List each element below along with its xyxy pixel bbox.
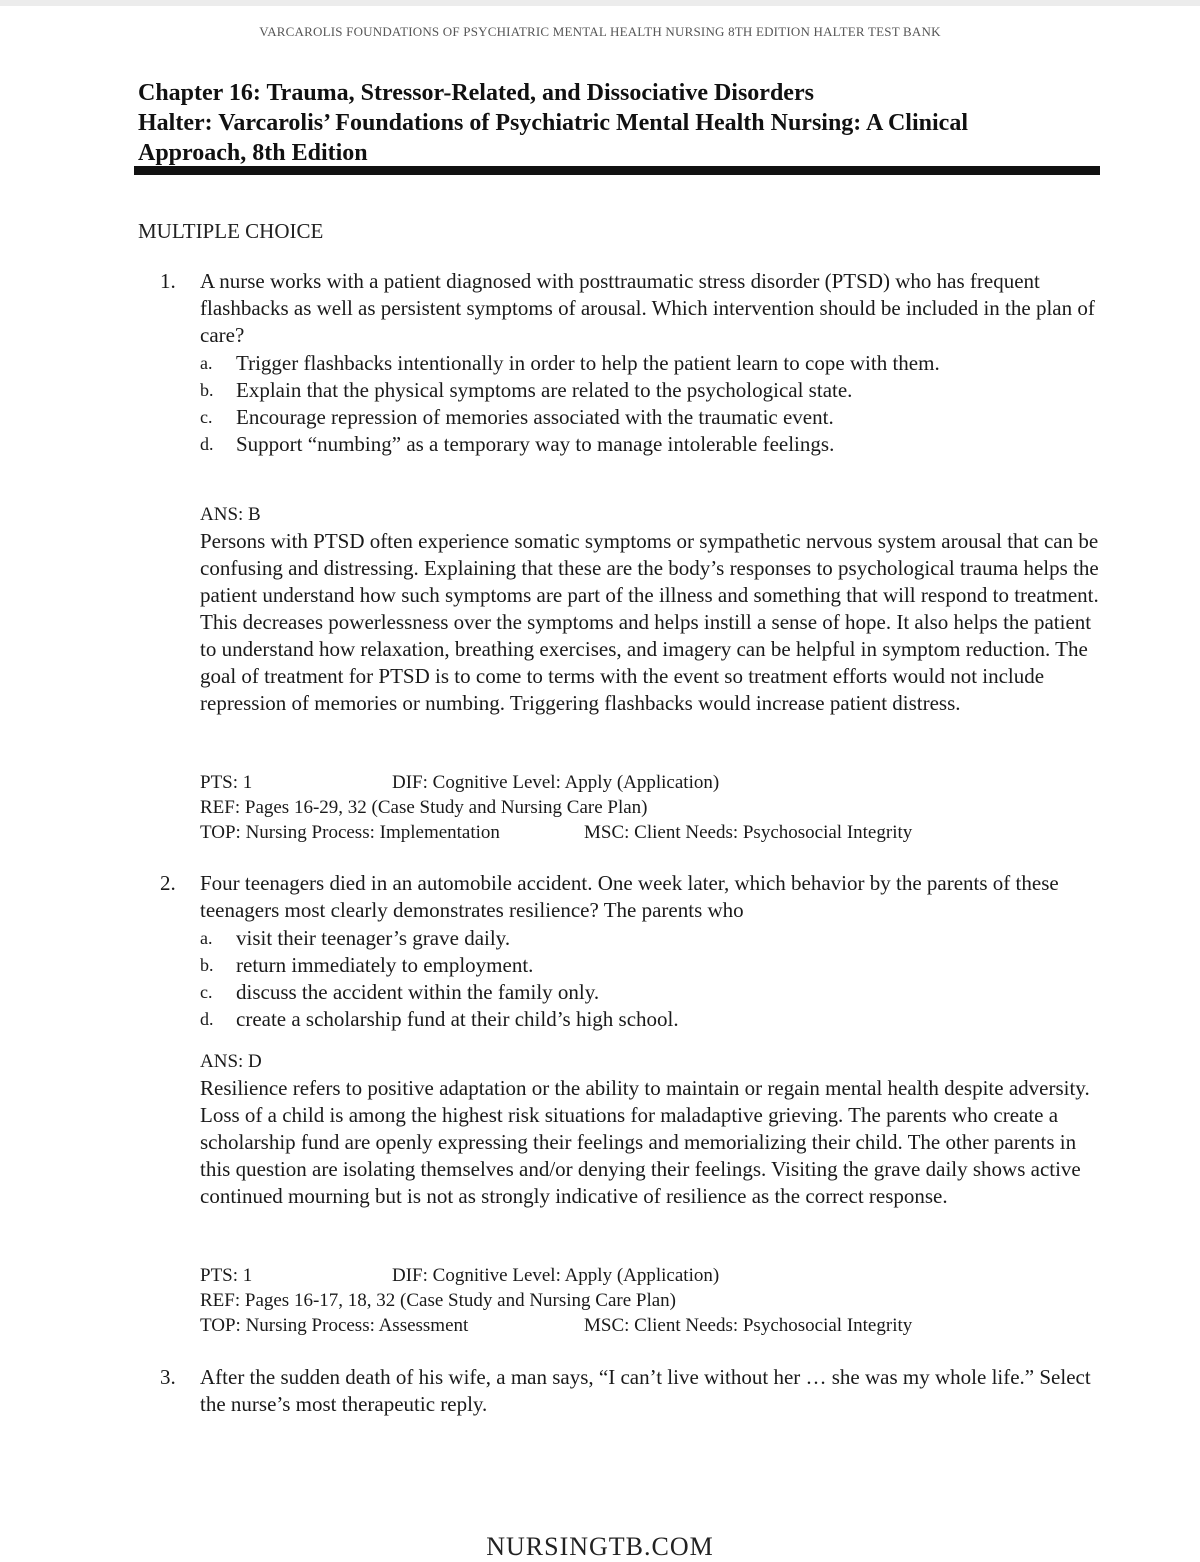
option-letter: c.: [200, 982, 213, 1002]
topic: TOP: Nursing Process: Implementation: [200, 822, 500, 843]
difficulty: DIF: Cognitive Level: Apply (Application): [392, 772, 720, 793]
option-text: discuss the accident within the family only.: [236, 980, 600, 1004]
question-stem: A nurse works with a patient diagnosed with posttraumatic stress disorder (PTSD) who has frequent flashbacks as well as persistent symptoms of arousal. Which intervention should be included in the plan of care?: [200, 269, 1095, 347]
option-letter: a.: [200, 353, 213, 373]
topic: TOP: Nursing Process: Assessment: [200, 1315, 469, 1336]
title-rule: [134, 166, 1100, 175]
option-letter: b.: [200, 955, 214, 975]
question-number: 3.: [160, 1365, 176, 1389]
answer-key: ANS: D: [200, 1051, 262, 1072]
option-letter: d.: [200, 434, 214, 454]
section-heading: MULTIPLE CHOICE: [138, 219, 324, 243]
question-number: 1.: [160, 269, 176, 293]
option-a: [200, 925, 1100, 952]
points: PTS: 1: [200, 772, 253, 793]
option-a: [200, 350, 1100, 377]
option-letter: a.: [200, 928, 213, 948]
rationale: Persons with PTSD often experience somatic symptoms or sympathetic nervous system arousal that can be confusing and distressing. Explaining that these are the body’s responses to psychological trauma helps the patient understand how such symptoms are part of the illness and something that will respond to treatment. This decreases powerlessness over the symptoms and helps instill a sense of hope. It also helps the patient to understand how relaxation, breathing exercises, and imagery can be helpful in symptom reduction. The goal of treatment for PTSD is to come to terms with the event so treatment efforts would not include repression of memories or numbing. Triggering flashbacks would increase patient distress.: [200, 529, 1099, 715]
reference: REF: Pages 16-17, 18, 32 (Case Study and Nursing Care Plan): [200, 1290, 677, 1311]
question-stem: Four teenagers died in an automobile accident. One week later, which behavior by the parents of these teenagers most clearly demonstrates resilience? The parents who: [200, 871, 1059, 922]
option-text: Encourage repression of memories associated with the traumatic event.: [236, 405, 834, 429]
option-c: [200, 979, 1100, 1006]
client-needs: MSC: Client Needs: Psychosocial Integrity: [584, 822, 913, 843]
option-c: [200, 404, 1100, 431]
options-list: [200, 350, 1100, 458]
option-text: visit their teenager’s grave daily.: [236, 926, 511, 950]
question-metadata: [200, 1263, 1100, 1338]
option-letter: b.: [200, 380, 214, 400]
footer-watermark: NURSINGTB.COM: [486, 1532, 714, 1561]
question-number: 2.: [160, 871, 176, 895]
running-header: VARCAROLIS FOUNDATIONS OF PSYCHIATRIC MENTAL HEALTH NURSING 8TH EDITION HALTER TEST BANK: [259, 24, 941, 39]
option-text: Support “numbing” as a temporary way to manage intolerable feelings.: [236, 432, 835, 456]
option-text: create a scholarship fund at their child’s high school.: [236, 1007, 679, 1031]
chapter-title: [138, 78, 1098, 168]
rationale: Resilience refers to positive adaptation or the ability to maintain or regain mental health despite adversity. Loss of a child is among the highest risk situations for maladaptive grieving. The parents who create a scholarship fund are openly expressing their feelings and memorializing their child. The other parents in this question are isolating themselves and/or denying their feelings. Visiting the grave daily shows active continued mourning but is not as strongly indicative of resilience as the correct response.: [200, 1076, 1090, 1208]
option-d: [200, 431, 1100, 458]
option-letter: d.: [200, 1009, 214, 1029]
title-line-2: Halter: Varcarolis’ Foundations of Psychiatric Mental Health Nursing: A Clinical: [138, 110, 968, 136]
option-letter: c.: [200, 407, 213, 427]
options-list: [200, 925, 1100, 1033]
difficulty: DIF: Cognitive Level: Apply (Application): [392, 1265, 720, 1286]
top-bar: [0, 0, 1200, 6]
question-metadata: [200, 770, 1100, 845]
reference: REF: Pages 16-29, 32 (Case Study and Nursing Care Plan): [200, 797, 648, 818]
question-stem: After the sudden death of his wife, a man says, “I can’t live without her … she was my whole life.” Select the nurse’s most therapeutic reply.: [200, 1365, 1091, 1416]
option-b: [200, 952, 1100, 979]
title-line-3: Approach, 8th Edition: [138, 140, 368, 166]
title-line-1: Chapter 16: Trauma, Stressor-Related, and Dissociative Disorders: [138, 80, 814, 106]
client-needs: MSC: Client Needs: Psychosocial Integrity: [584, 1315, 913, 1336]
points: PTS: 1: [200, 1265, 253, 1286]
option-text: Explain that the physical symptoms are related to the psychological state.: [236, 378, 853, 402]
option-d: [200, 1006, 1100, 1033]
answer-key: ANS: B: [200, 504, 261, 525]
option-text: Trigger flashbacks intentionally in order to help the patient learn to cope with them.: [236, 351, 940, 375]
option-text: return immediately to employment.: [236, 953, 534, 977]
option-b: [200, 377, 1100, 404]
